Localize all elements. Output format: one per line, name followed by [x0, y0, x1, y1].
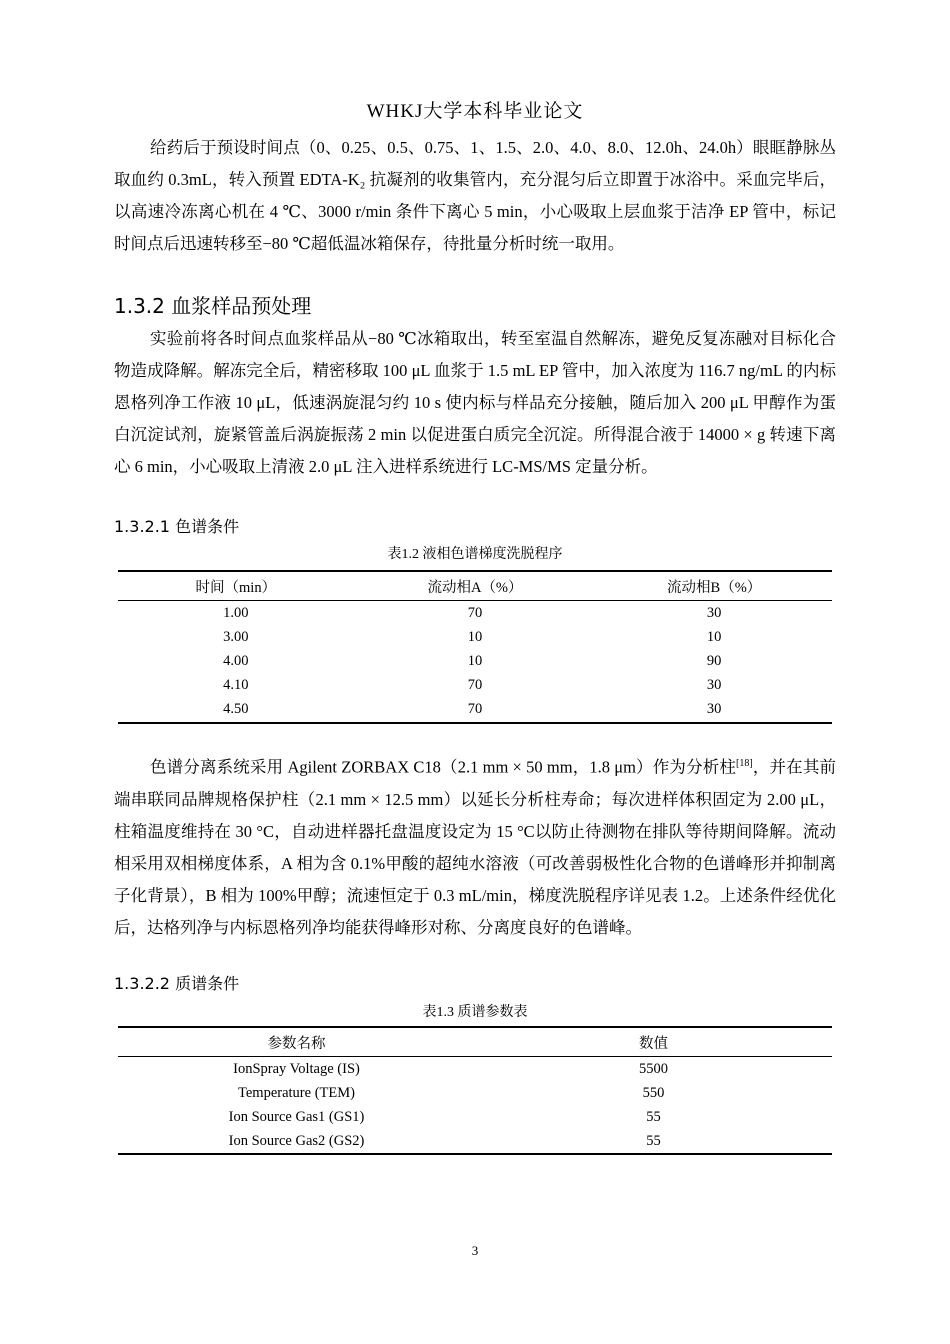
table-gradient-elution — [118, 570, 832, 724]
table-row — [118, 698, 832, 723]
cell-phase-a: 10 — [467, 652, 483, 669]
cell-phase-b: 30 — [706, 604, 722, 621]
header-phase-b: 流动相B（%） — [667, 579, 762, 596]
table-row — [118, 649, 832, 673]
cell-phase-a: 10 — [467, 628, 483, 645]
paragraph-blood-sampling: 给药后于预设时间点（0、0.25、0.5、0.75、1、1.5、2.0、4.0、8.0、12.0h、24.0h）眼眶静脉丛取血约 0.3mL，转入预置 EDTA-K₂ 抗凝剂的收集管内，充分混匀后立即置于冰浴中。采血完毕后，以高速冷冻离心机在 4 ℃、3000 r/min 条件下离心 5 min，小心吸取上层血浆于洁净 EP 管中，标记时间点后迅速转移至−80 ℃超低温冰箱保存，待批量分析时统一取用。 — [114, 138, 836, 253]
table-row — [118, 601, 832, 626]
page-header-title: WHKJ大学本科毕业论文 — [366, 101, 584, 122]
cell-time: 4.10 — [223, 677, 249, 694]
paragraph-text-part-1: 色谱分离系统采用 Agilent ZORBAX C18（2.1 mm × 50 mm，1.8 μm）作为分析柱 — [150, 757, 737, 777]
cell-time: 4.50 — [223, 701, 249, 718]
cell-value: 550 — [642, 1084, 665, 1101]
cell-phase-a: 70 — [467, 604, 483, 621]
table-row — [118, 1081, 832, 1105]
table-row — [118, 625, 832, 649]
cell-phase-b: 30 — [706, 701, 722, 718]
cell-value: 55 — [646, 1108, 661, 1125]
cell-parameter-name: Ion Source Gas1 (GS1) — [228, 1108, 365, 1125]
section-heading-1-3-2-2: 1.3.2.2 质谱条件 — [114, 974, 240, 993]
paragraph-chromatography-conditions — [114, 748, 836, 944]
paragraph-plasma-pretreatment: 实验前将各时间点血浆样品从−80 ℃冰箱取出，转至室温自然解冻，避免反复冻融对目标化合物造成降解。解冻完全后，精密移取 100 μL 血浆于 1.5 mL EP 管中，加入浓度为 116.7 ng/mL 的内标恩格列净工作液 10 μL，低速涡旋混匀约 10 s 使内标与样品充分接触，随后加入 200 μL 甲醇作为蛋白沉淀试剂，旋紧管盖后涡旋振荡 2 min 以促进蛋白质完全沉淀。所得混合液于 14000 × g 转速下离心 6 min，小心吸取上清液 2.0 μL 注入进样系统进行 LC-MS/MS 定量分析。 — [114, 329, 836, 476]
cell-phase-b: 30 — [706, 677, 722, 694]
cell-phase-b: 90 — [706, 652, 722, 669]
header-time: 时间（min） — [195, 579, 277, 596]
paragraph-text-part-2: ，并在其前端串联同品牌规格保护柱（2.1 mm × 12.5 mm）以延长分析柱寿命；每次进样体积固定为 2.00 μL，柱箱温度维持在 30 °C，自动进样器托盘温度设定为 15 °C以防止待测物在排队等待期间降解。流动相采用双相梯度体系，A 相为含 0.1%甲酸的超纯水溶液（可改善弱极性化合物的色谱峰形并抑制离子化背景），B 相为 100%甲醇；流速恒定于 0.3 mL/min，梯度洗脱程序详见表 1.2。上述条件经优化后，达格列净与内标恩格列净均能获得峰形对称、分离度良好的色谱峰。 — [114, 757, 836, 937]
cell-phase-a: 70 — [467, 677, 483, 694]
header-value: 数值 — [639, 1035, 668, 1052]
table-row — [118, 1129, 832, 1154]
section-heading-1-3-2-1: 1.3.2.1 色谱条件 — [114, 517, 240, 536]
table-ms-parameters — [118, 1026, 832, 1155]
cell-parameter-name: Temperature (TEM) — [238, 1084, 355, 1101]
table-header-row — [118, 1027, 832, 1057]
table-row — [118, 674, 832, 698]
page-number: 3 — [471, 1243, 479, 1258]
cell-parameter-name: IonSpray Voltage (IS) — [233, 1060, 360, 1077]
cell-time: 4.00 — [223, 652, 249, 669]
table-header-row — [118, 571, 832, 601]
cell-phase-b: 10 — [706, 628, 722, 645]
header-phase-a: 流动相A（%） — [427, 579, 523, 596]
table-1-3-caption: 表1.3 质谱参数表 — [422, 1005, 528, 1020]
cell-time: 1.00 — [223, 604, 249, 621]
table-row — [118, 1105, 832, 1129]
header-parameter-name: 参数名称 — [267, 1035, 326, 1052]
citation-ref-18: [18] — [736, 758, 753, 769]
table-1-2-caption: 表1.2 液相色谱梯度洗脱程序 — [387, 547, 563, 562]
section-heading-1-3-2: 1.3.2 血浆样品预处理 — [114, 294, 312, 318]
cell-value: 55 — [646, 1132, 661, 1149]
cell-value: 5500 — [639, 1060, 668, 1077]
cell-phase-a: 70 — [467, 701, 483, 718]
table-row — [118, 1057, 832, 1082]
cell-time: 3.00 — [223, 628, 249, 645]
cell-parameter-name: Ion Source Gas2 (GS2) — [228, 1132, 365, 1149]
